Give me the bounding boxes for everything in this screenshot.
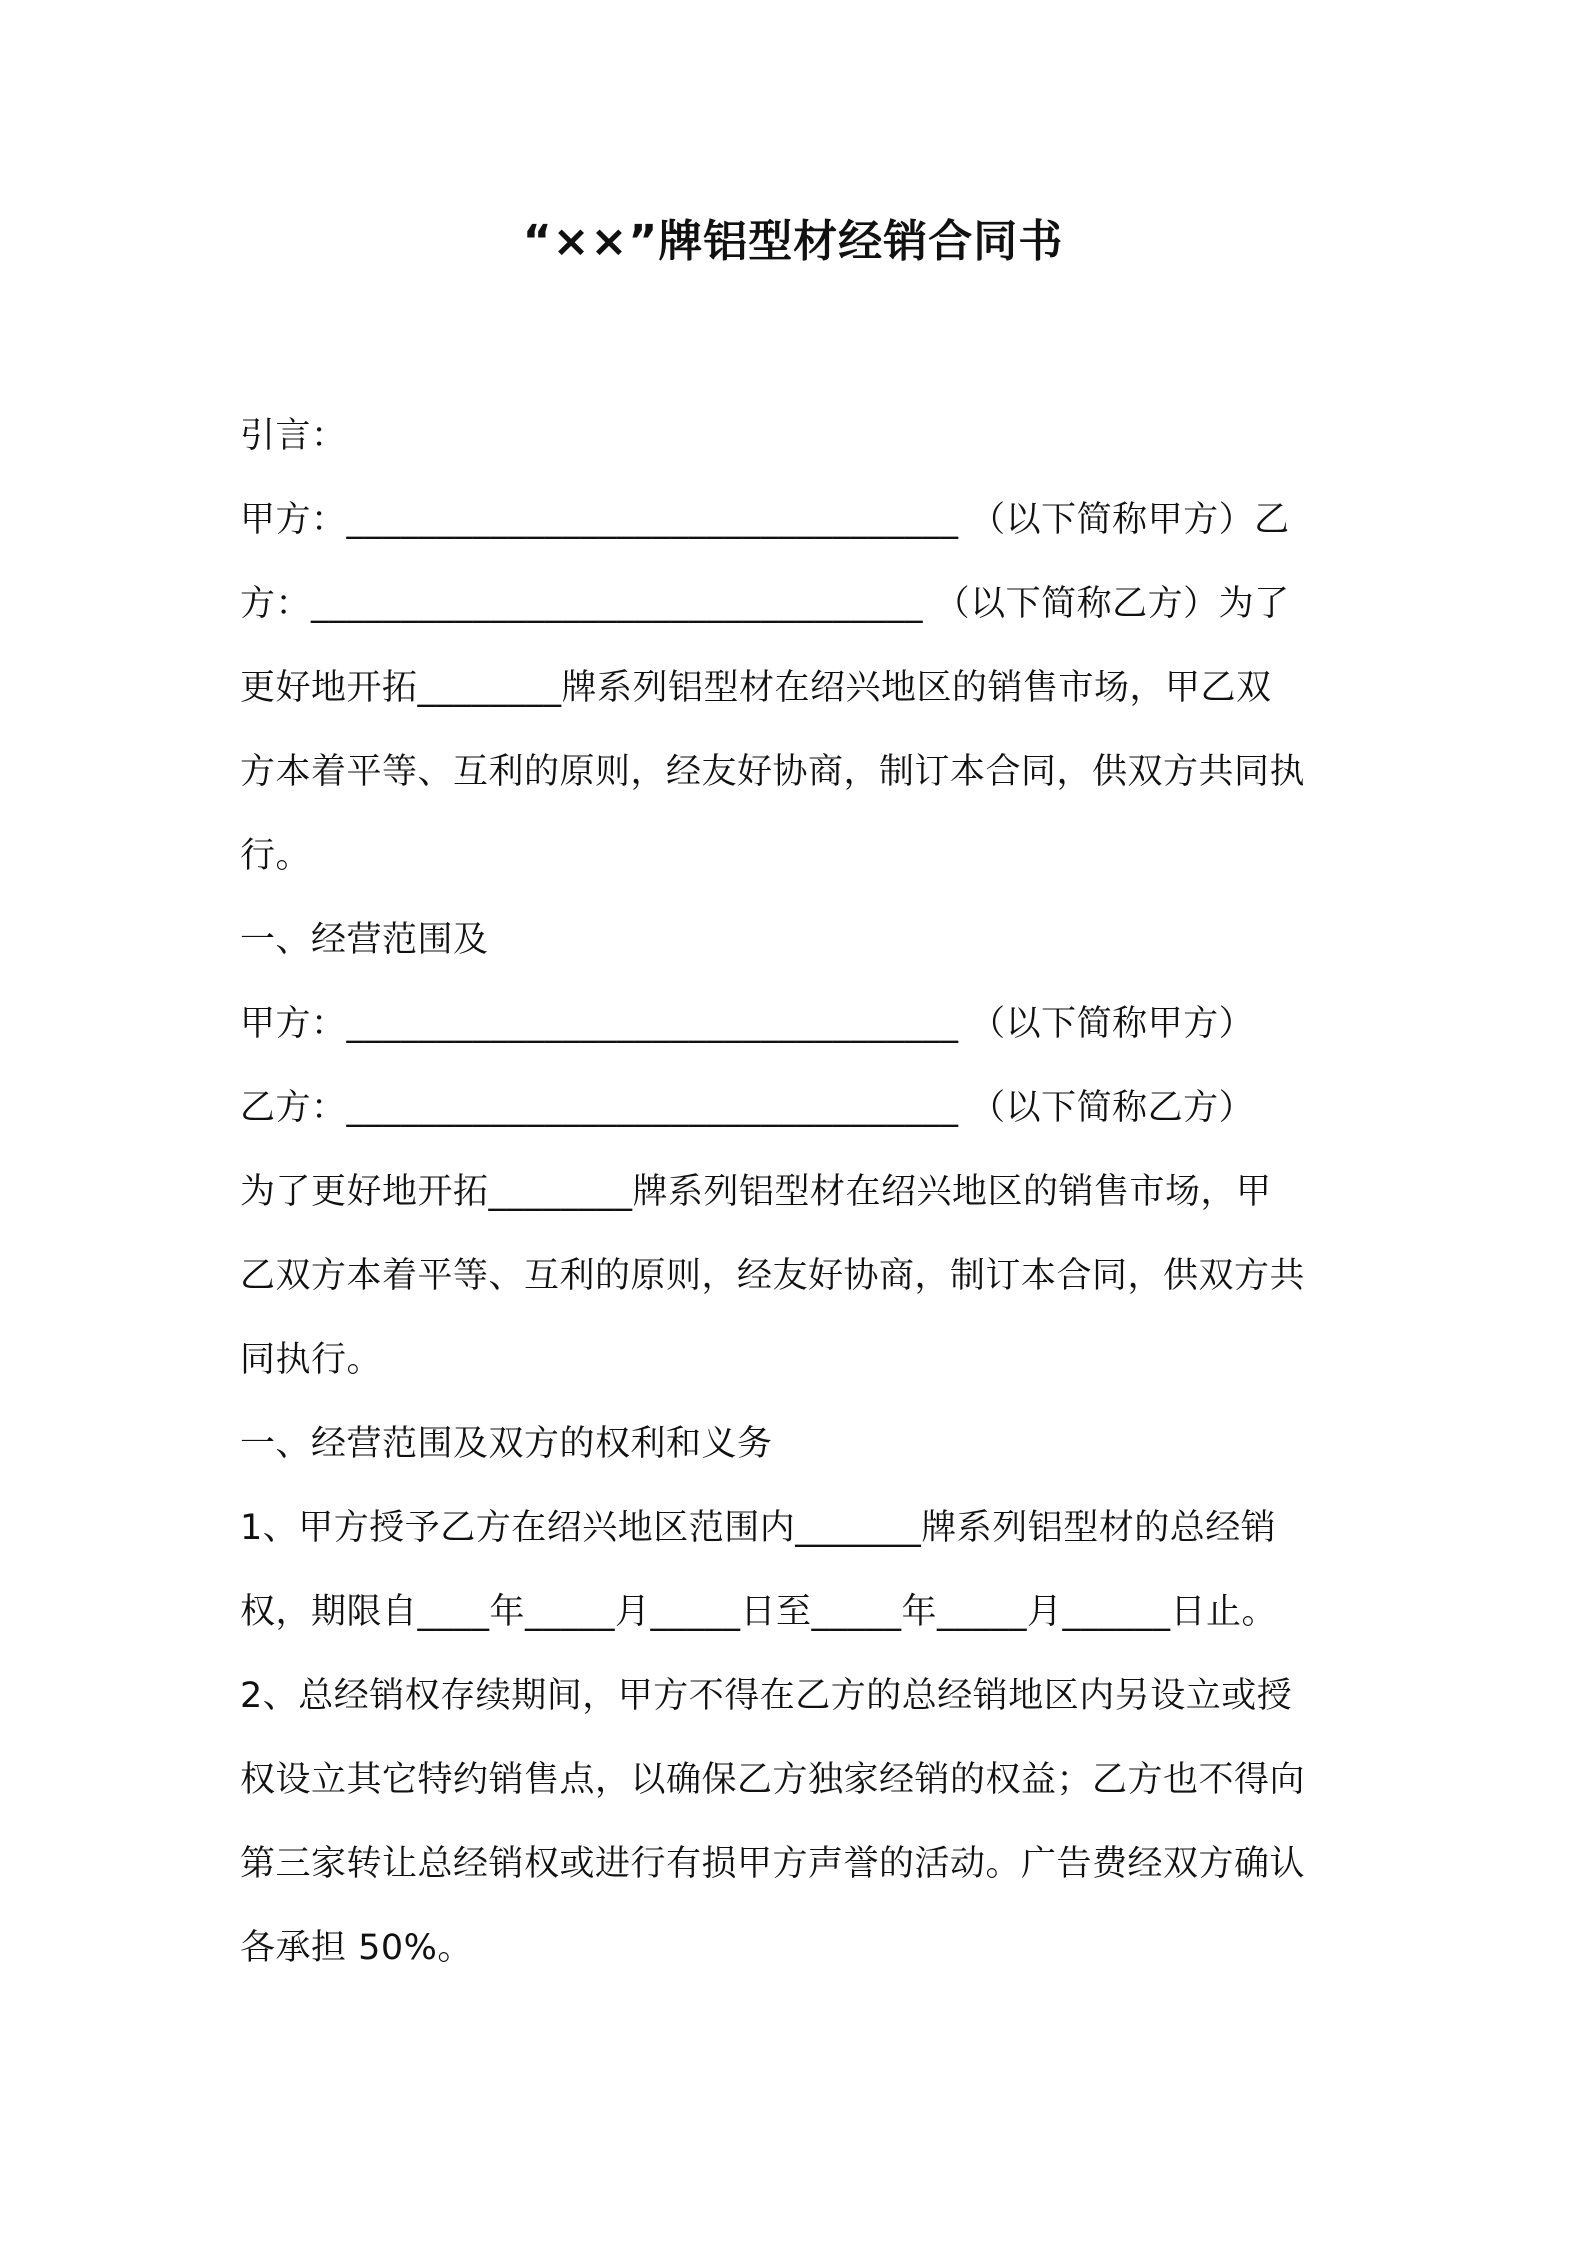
party-a-line: 甲方：__________________________________ （以下简称甲方） <box>240 1004 1255 1044</box>
clause-line: 各承担 50%。 <box>240 1928 473 1968</box>
intro-label: 引言： <box>240 416 347 456</box>
section-heading: 一、经营范围及双方的权利和义务 <box>240 1424 773 1464</box>
clause-line: 1、甲方授予乙方在绍兴地区范围内_______牌系列铝型材的总经销 <box>240 1508 1277 1548</box>
party-b-line: 方：__________________________________ （以下简称乙方）为了 <box>240 584 1290 624</box>
clause-line: 权，期限自____年_____月_____日至_____年_____月______日止。 <box>240 1592 1278 1632</box>
clause-line: 第三家转让总经销权或进行有损甲方声誉的活动。广告费经双方确认 <box>240 1844 1306 1884</box>
paragraph-line: 更好地开拓________牌系列铝型材在绍兴地区的销售市场，甲乙双 <box>240 668 1272 708</box>
paragraph-line: 同执行。 <box>240 1340 383 1380</box>
clause-line: 2、总经销权存续期间，甲方不得在乙方的总经销地区内另设立或授 <box>240 1676 1293 1716</box>
party-a-line: 甲方：__________________________________ （以下简称甲方）乙 <box>240 500 1290 540</box>
paragraph-line: 乙双方本着平等、互利的原则，经友好协商，制订本合同，供双方共 <box>240 1256 1306 1296</box>
paragraph-line: 行。 <box>240 836 312 876</box>
party-b-line: 乙方：__________________________________ （以下简称乙方） <box>240 1088 1255 1128</box>
section-heading: 一、经营范围及 <box>240 920 489 960</box>
paragraph-line: 方本着平等、互利的原则，经友好协商，制订本合同，供双方共同执 <box>240 752 1306 792</box>
clause-line: 权设立其它特约销售点，以确保乙方独家经销的权益；乙方也不得向 <box>240 1760 1306 1800</box>
document-title: “××”牌铝型材经销合同书 <box>522 216 1064 267</box>
paragraph-line: 为了更好地开拓________牌系列铝型材在绍兴地区的销售市场，甲 <box>240 1172 1272 1212</box>
